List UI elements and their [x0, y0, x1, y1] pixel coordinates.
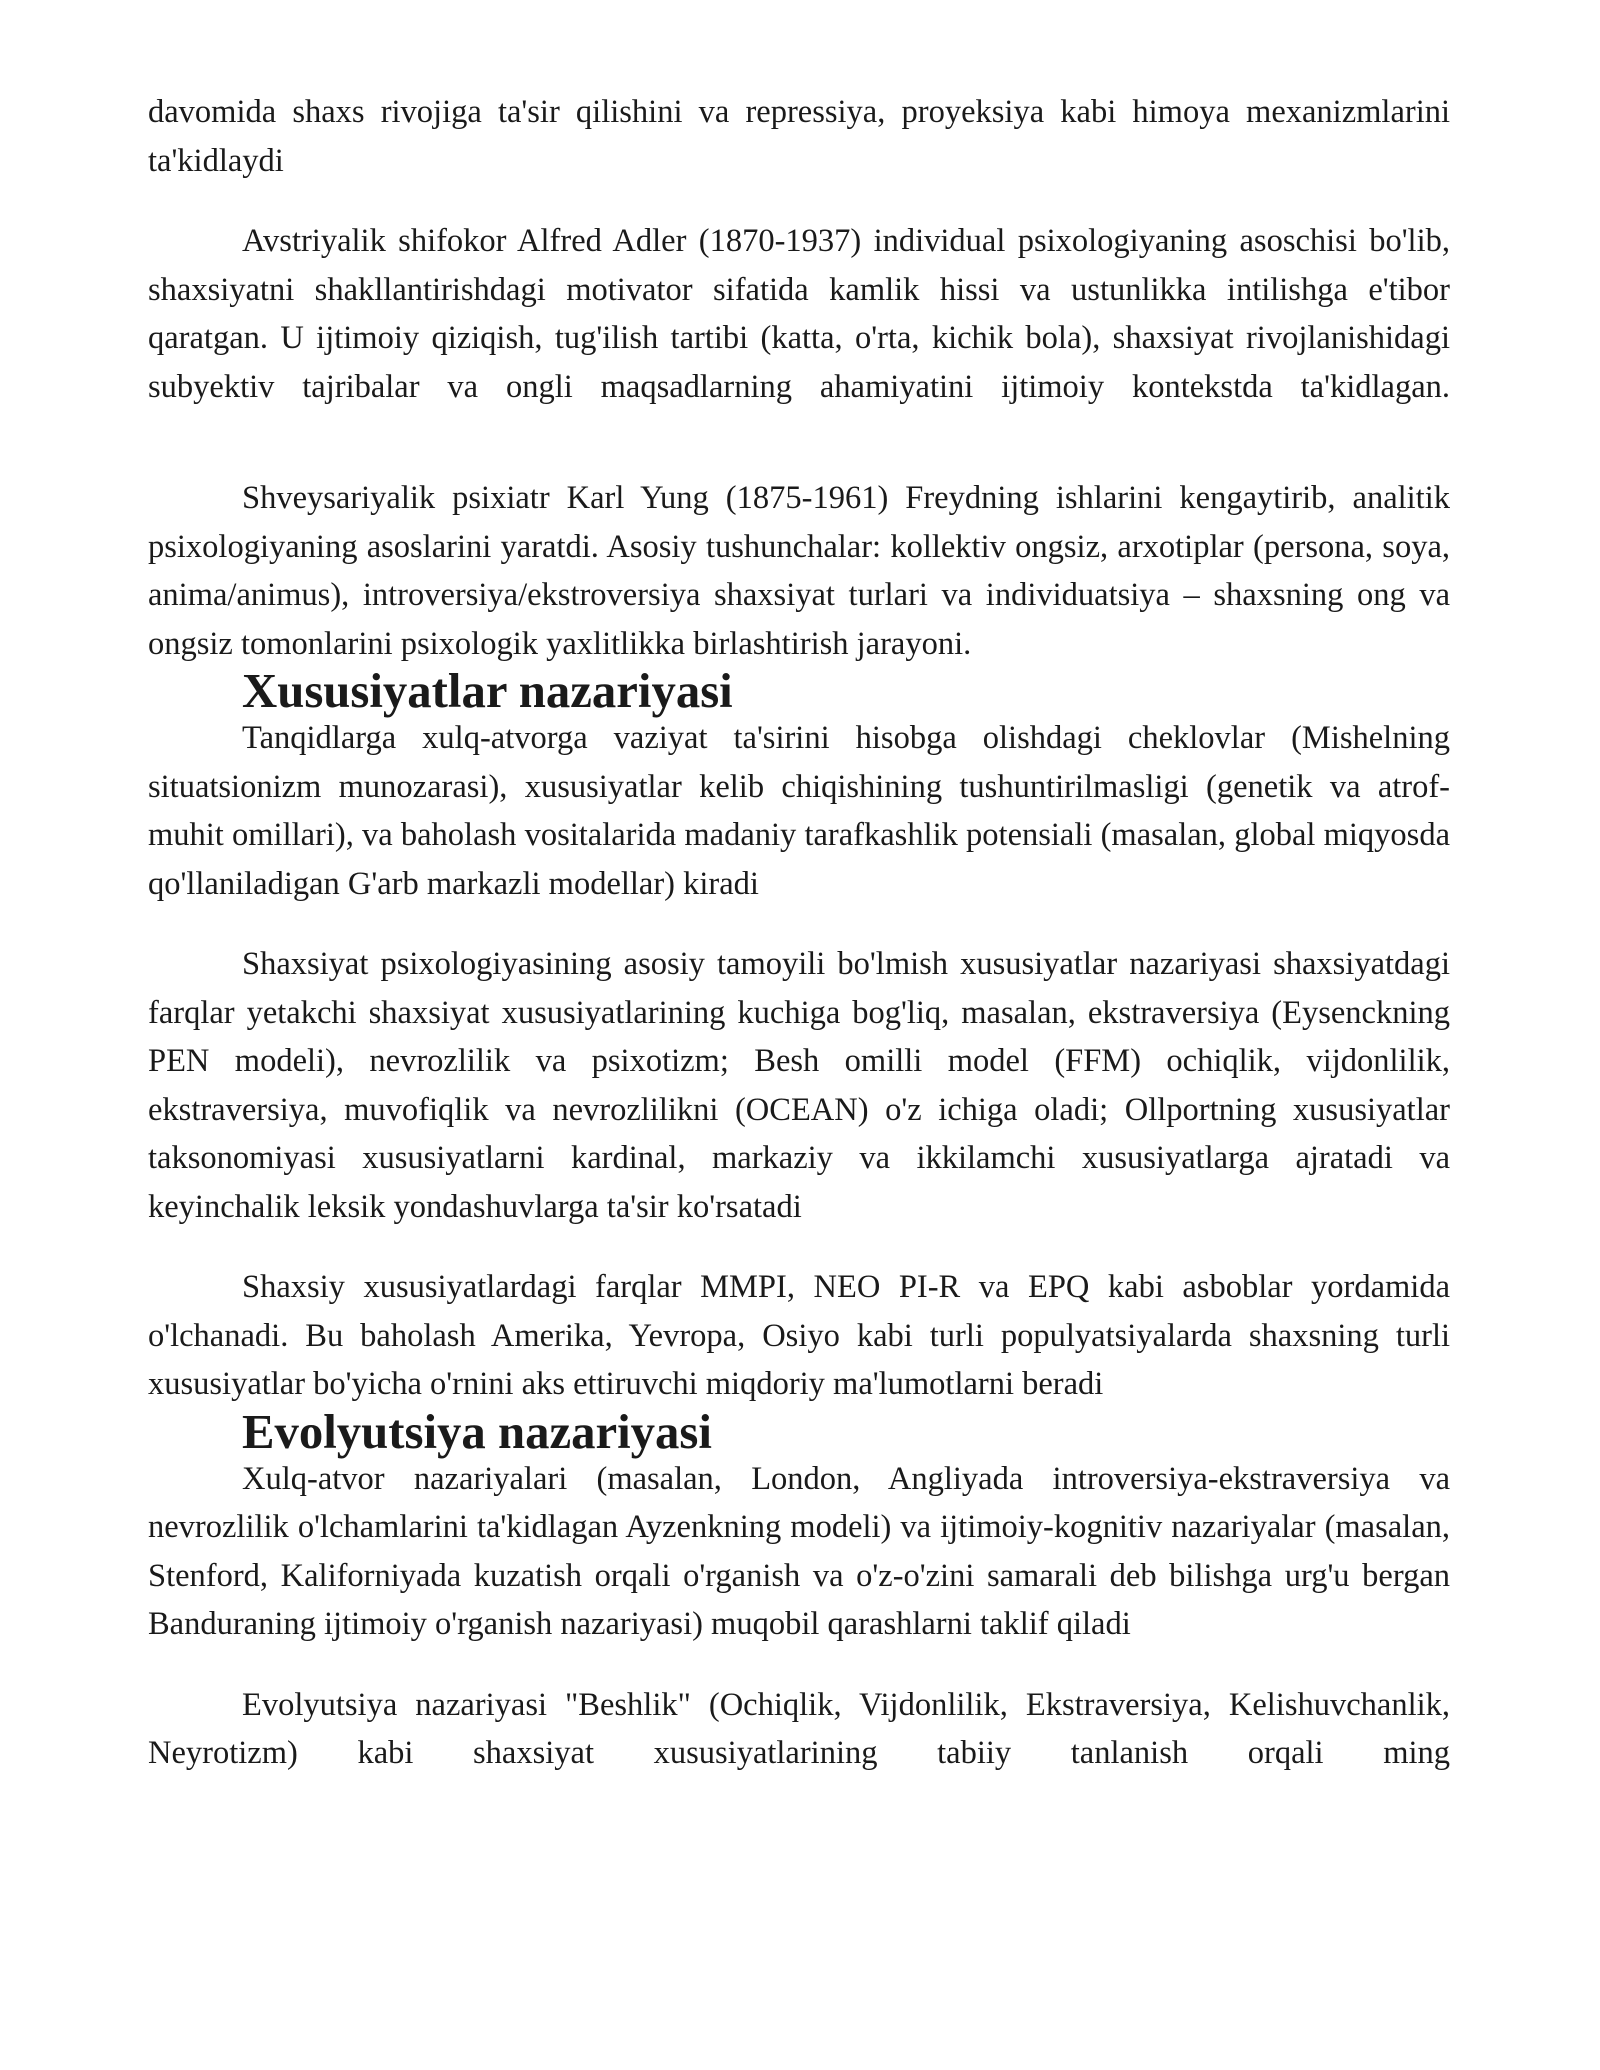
- paragraph-freud-continuation: davomida shaxs rivojiga ta'sir qilishini va repressiya, proyeksiya kabi himoya mexanizmlarini ta'kidlaydi: [148, 94, 1450, 179]
- paragraph-behavioral-theories: Xulq-atvor nazariyalari (masalan, London, Angliyada introversiya-ekstraversiya va nevrozlilik o'lchamlarini ta'kidlagan Ayzenkning modeli) va ijtimoiy-kognitiv nazariyalar (masalan, Stenford, Kaliforniyada kuzatish orqali o'rganish va o'z-o'zini samarali deb bilishga urg'u bergan Banduraning ijtimoiy o'rganish nazariyasi) muqobil qarashlarni taklif qiladi: [148, 1460, 1450, 1642]
- paragraph-jung: Shveysariyalik psixiatr Karl Yung (1875-1961) Freydning ishlarini kengaytirib, analitik psixologiyaning asoslarini yaratdi. Asosiy tushunchalar: kollektiv ongsiz, arxotiplar (persona, soya, anima/animus), introversiya/ekstroversiya shaxsiyat turlari va individuatsiya – shaxsning ong va ongsiz tomonlarini psixologik yaxlitlikka birlashtirish jarayoni.: [148, 480, 1450, 662]
- paragraph-evolution-theory: Evolyutsiya nazariyasi "Beshlik" (Ochiqlik, Vijdonlilik, Ekstraversiya, Kelishuvchanlik, Neyrotizm) kabi shaxsiyat xususiyatlarining tabiiy tanlanish orqali ming: [148, 1686, 1450, 1771]
- paragraph-trait-theory: Shaxsiyat psixologiyasining asosiy tamoyili bo'lmish xususiyatlar nazariyasi shaxsiyatdagi farqlar yetakchi shaxsiyat xususiyatlarining kuchiga bog'liq, masalan, ekstraversiya (Eysenckning PEN modeli), nevrozlilik va psixotizm; Besh omilli model (FFM) ochiqlik, vijdonlilik, ekstraversiya, muvofiqlik va nevrozlilikni (OCEAN) o'z ichiga oladi; Ollportning xususiyatlar taksonomiyasi xususiyatlarni kardinal, markaziy va ikkilamchi xususiyatlarga ajratadi va keyinchalik leksik yondashuvlarga ta'sir ko'rsatadi: [148, 946, 1450, 1225]
- section-heading-evolution-theory: Evolyutsiya nazariyasi: [242, 1404, 712, 1459]
- paragraph-trait-measurement: Shaxsiy xususiyatlardagi farqlar MMPI, NEO PI-R va EPQ kabi asboblar yordamida o'lchanadi. Bu baholash Amerika, Yevropa, Osiyo kabi turli populyatsiyalarda shaxsning turli xususiyatlar bo'yicha o'rnini aks ettiruvchi miqdoriy ma'lumotlarni beradi: [148, 1269, 1450, 1402]
- document-page: [148, 88, 1450, 1778]
- section-heading-trait-theory: Xususiyatlar nazariyasi: [242, 664, 733, 718]
- paragraph-adler: Avstriyalik shifokor Alfred Adler (1870-1937) individual psixologiyaning asoschisi bo'lib, shaxsiyatni shakllantirishdagi motivator sifatida kamlik hissi va ustunlikka intilishga e'tibor qaratgan. U ijtimoiy qiziqish, tug'ilish tartibi (katta, o'rta, kichik bola), shaxsiyat rivojlanishidagi subyektiv tajribalar va ongli maqsadlarning ahamiyatini ijtimoiy kontekstda ta'kidlagan.: [148, 223, 1450, 405]
- paragraph-trait-criticism: Tanqidlarga xulq-atvorga vaziyat ta'sirini hisobga olishdagi cheklovlar (Mishelning situatsionizm munozarasi), xususiyatlar kelib chiqishining tushuntirilmasligi (genetik va atrof-muhit omillari), va baholash vositalarida madaniy tarafkashlik potensiali (masalan, global miqyosda qo'llaniladigan G'arb markazli modellar) kiradi: [148, 720, 1450, 902]
